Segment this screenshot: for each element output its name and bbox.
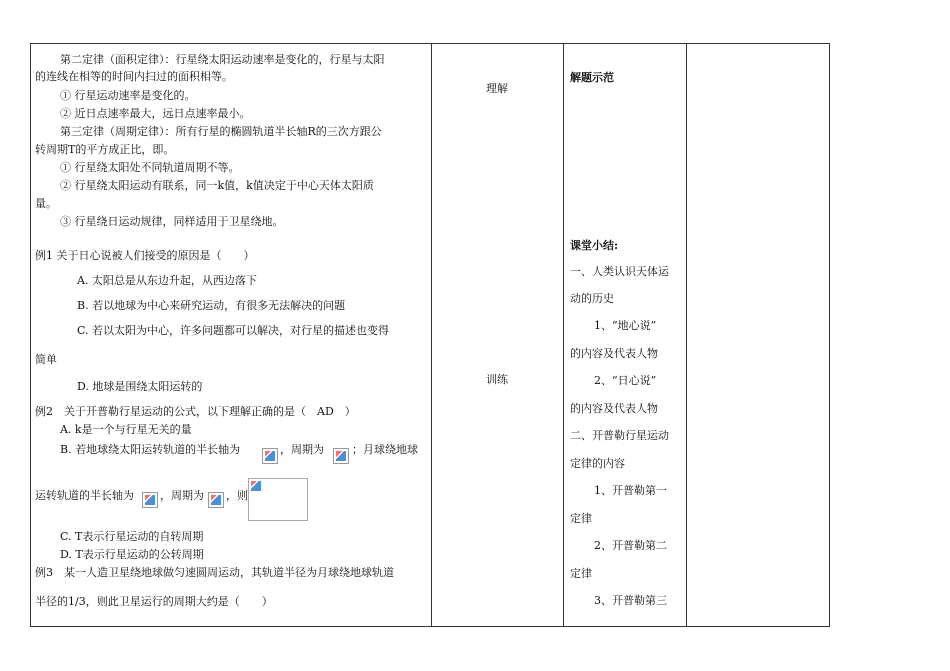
formula-image-icon [249,479,265,495]
example1-option-c-cont: 简单 [35,353,57,366]
example1-option-b: B. 若以地球为中心来研究运动，有很多无法解决的问题 [77,299,346,312]
summary-subitem-2: 2、“日心说” [594,374,657,387]
column-divider-2 [563,43,564,627]
example2-option-b-part2: ，周期为 [280,443,324,456]
formula-image-icon [333,448,349,464]
summary-item-2: 二、开普勒行星运动 [570,429,669,442]
example2-option-b-line2-part3: ，则 [226,489,248,502]
example1-option-c: C. 若以太阳为中心，许多问题都可以解决，对行星的描述也变得 [77,324,390,337]
law2-line2: 的连线在相等的时间内扫过的面积相等。 [35,70,233,83]
summary-heading: 课堂小结: [570,239,619,252]
example2-option-b-part3: ；月球绕地球 [352,443,418,456]
summary-subitem-3: 1、开普勒第一 [594,484,667,497]
example3-question-cont: 半径的1/3，则此卫星运行的周期大约是（ ） [35,595,273,608]
example2-option-b-part1: B. 若地球绕太阳运转轨道的半长轴为 [60,443,241,456]
stage-label-understand: 理解 [486,82,508,95]
formula-image-icon [142,492,158,508]
law2-line1: 第二定律（面积定律）：行星绕太阳运动速率是变化的，行星与太阳 [60,53,385,66]
summary-subitem-3-cont: 定律 [570,512,592,525]
example2-option-d: D. T表示行星运动的公转周期 [60,548,204,561]
law3-point2: ② 行星绕太阳运动有联系，同一k值，k值决定于中心天体太阳质 [60,179,374,192]
summary-subitem-2-cont: 的内容及代表人物 [570,402,658,415]
summary-subitem-1-cont: 的内容及代表人物 [570,347,658,360]
example2-option-b-line2-part1: 运转轨道的半长轴为 [35,489,134,502]
formula-image-icon [262,448,278,464]
summary-item-2-cont: 定律的内容 [570,457,625,470]
example3-question: 例3 某一人造卫星绕地球做匀速圆周运动，其轨道半径为月球绕地球轨道 [35,566,394,579]
column-divider-3 [686,43,687,627]
summary-item-1-cont: 动的历史 [570,292,614,305]
summary-subitem-4: 2、开普勒第二 [594,539,667,552]
example2-option-c: C. T表示行星运动的自转周期 [60,530,204,543]
example2-question: 例2 关于开普勒行星运动的公式，以下理解正确的是（ AD ） [35,405,356,418]
example2-option-a: A. k是一个与行星无关的量 [60,423,192,436]
law2-point2: ② 近日点速率最大，远日点速率最小。 [60,107,251,120]
example1-question: 例1 关于日心说被人们接受的原因是（ ） [35,249,255,262]
law2-point1: ① 行星运动速率是变化的。 [60,89,196,102]
summary-item-1: 一、人类认识天体运 [570,265,669,278]
example2-option-b-line2-part2: ，周期为 [160,489,204,502]
law3-point2-cont: 量。 [35,197,57,210]
summary-subitem-5: 3、开普勒第三 [594,594,667,607]
column-divider-1 [431,43,432,627]
stage-label-practice: 训练 [486,373,508,386]
law3-line1: 第三定律（周期定律）：所有行星的椭圆轨道半长轴R的三次方跟公 [60,125,382,138]
demo-heading: 解题示范 [570,71,614,84]
law3-line2: 转周期T的平方成正比，即。 [35,143,175,156]
law3-point3: ③ 行星绕日运动规律，同样适用于卫星绕地。 [60,215,284,228]
summary-subitem-4-cont: 定律 [570,567,592,580]
example1-option-a: A. 太阳总是从东边升起，从西边落下 [77,274,257,287]
formula-image-icon [208,492,224,508]
example1-option-d: D. 地球是围绕太阳运转的 [77,380,203,393]
formula-image-frame [248,478,308,521]
summary-subitem-1: 1、“地心说” [594,319,657,332]
law3-point1: ① 行星绕太阳处不同轨道周期不等。 [60,161,240,174]
